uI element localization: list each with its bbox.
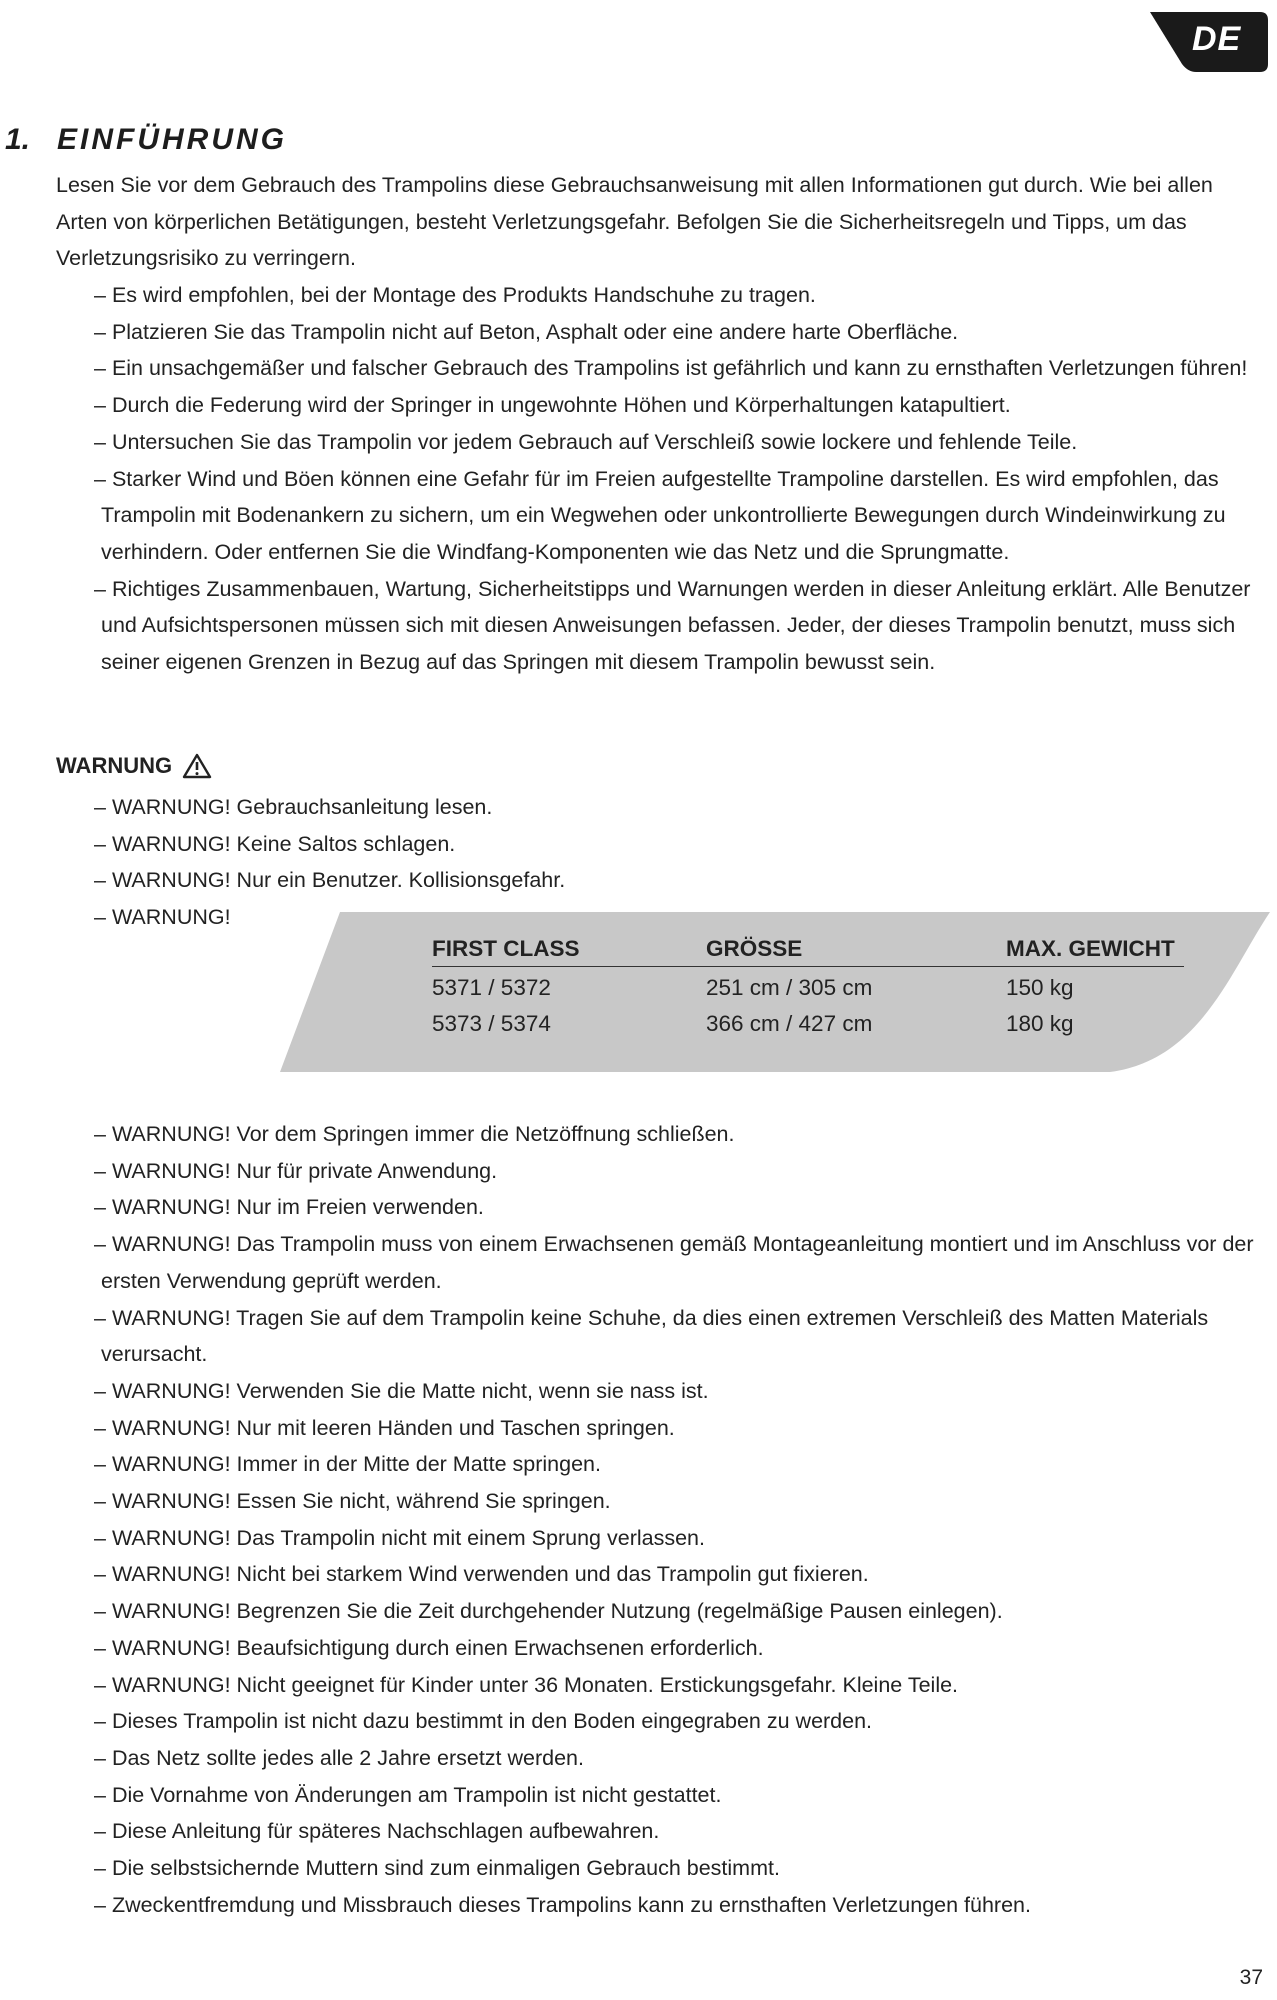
section-number: 1. xyxy=(5,123,31,156)
warning-item: – WARNUNG! Nur mit leeren Händen und Taschen springen. xyxy=(56,1410,1269,1447)
spec-table-cell: 180 kg xyxy=(1006,1011,1074,1036)
warning-item: – WARNUNG! Vor dem Springen immer die Netzöffnung schließen. xyxy=(56,1116,1269,1153)
intro-list-item: – Durch die Federung wird der Springer in ungewohnte Höhen und Körperhaltungen katapultiert. xyxy=(56,387,1269,424)
warning-item: – Zweckentfremdung und Missbrauch dieses Trampolins kann zu ernsthaften Verletzungen führen. xyxy=(56,1887,1269,1924)
warning-item: – WARNUNG! Tragen Sie auf dem Trampolin keine Schuhe, da dies einen extremen Verschleiß des Matten Materials verursacht. xyxy=(56,1300,1269,1373)
spec-table-header: FIRST CLASS xyxy=(432,936,706,967)
intro-list-item: – Ein unsachgemäßer und falscher Gebrauch des Trampolins ist gefährlich und kann zu ernsthaften Verletzungen führen! xyxy=(56,350,1269,387)
intro-list-item: – Richtiges Zusammenbauen, Wartung, Sicherheitstipps und Warnungen werden in dieser Anleitung erklärt. Alle Benutzer und Aufsichtspersonen müssen sich mit diesen Anweisungen befassen. Jeder, der dieses Trampolin benutzt, muss sich seiner eigenen Grenzen in Bezug auf das Springen mit diesem Trampolin bewusst sein. xyxy=(56,571,1269,681)
intro-paragraph: Lesen Sie vor dem Gebrauch des Trampolins diese Gebrauchsanweisung mit allen Informationen gut durch. Wie bei allen Arten von körperlichen Betätigungen, besteht Verletzungsgefahr. Befolgen Sie die Sicherheitsregeln und Tipps, um das Verletzungsrisiko zu verringern. xyxy=(56,173,1213,271)
warning-triangle-icon xyxy=(182,753,212,779)
intro-list-item: – Platzieren Sie das Trampolin nicht auf Beton, Asphalt oder eine andere harte Oberfläche. xyxy=(56,314,1269,351)
warning-item: – WARNUNG! Gebrauchsanleitung lesen. xyxy=(56,789,1269,826)
warning-item: – WARNUNG! Nur im Freien verwenden. xyxy=(56,1189,1269,1226)
spec-table-cell: 366 cm / 427 cm xyxy=(706,1011,873,1036)
intro-list xyxy=(56,277,1269,681)
section-title: EINFÜHRUNG xyxy=(57,123,287,156)
warning-item: – WARNUNG! Essen Sie nicht, während Sie springen. xyxy=(56,1483,1269,1520)
spec-table-cell: 5373 / 5374 xyxy=(432,1011,551,1036)
warning-item: – WARNUNG! Verwenden Sie die Matte nicht, wenn sie nass ist. xyxy=(56,1373,1269,1410)
language-label: DE xyxy=(1192,20,1242,58)
warning-item: – Die Vornahme von Änderungen am Trampolin ist nicht gestattet. xyxy=(56,1777,1269,1814)
warning-item: – Dieses Trampolin ist nicht dazu bestimmt in den Boden eingegraben zu werden. xyxy=(56,1703,1269,1740)
warning-item: – WARNUNG! Das Trampolin muss von einem Erwachsenen gemäß Montageanleitung montiert und im Anschluss vor der ersten Verwendung geprüft werden. xyxy=(56,1226,1269,1299)
page-number: 37 xyxy=(1239,1966,1263,1989)
warning-list-bottom xyxy=(56,1116,1269,1923)
warning-item: – WARNUNG! Begrenzen Sie die Zeit durchgehender Nutzung (regelmäßige Pausen einlegen). xyxy=(56,1593,1269,1630)
language-tab xyxy=(1150,12,1268,72)
warning-item: – WARNUNG! Nur ein Benutzer. Kollisionsgefahr. xyxy=(56,862,1269,899)
intro-list-item: – Starker Wind und Böen können eine Gefahr für im Freien aufgestellte Trampoline darstellen. Es wird empfohlen, das Trampolin mit Bodenankern zu sichern, um ein Wegwehen oder unkontrollierte Bewegungen durch Windeinwirkung zu verhindern. Oder entfernen Sie die Windfang-Komponenten wie das Netz und die Sprungmatte. xyxy=(56,461,1269,571)
warning-heading-text: WARNUNG xyxy=(56,753,173,778)
warning-item: – WARNUNG! Das Trampolin nicht mit einem Sprung verlassen. xyxy=(56,1520,1269,1557)
warning-item: – WARNUNG! Nicht geeignet für Kinder unter 36 Monaten. Erstickungsgefahr. Kleine Teile. xyxy=(56,1667,1269,1704)
spec-table-cell: 150 kg xyxy=(1006,975,1074,1000)
warning-item: – WARNUNG! Nur für private Anwendung. xyxy=(56,1153,1269,1190)
spec-grid xyxy=(432,936,1184,1039)
warning-item: – WARNUNG! xyxy=(56,899,1269,936)
spec-table-header: GRÖSSE xyxy=(706,936,1006,967)
warning-heading xyxy=(56,753,212,779)
intro-list-item: – Es wird empfohlen, bei der Montage des Produkts Handschuhe zu tragen. xyxy=(56,277,1269,314)
warning-item: – WARNUNG! Keine Saltos schlagen. xyxy=(56,826,1269,863)
warning-item: – WARNUNG! Beaufsichtigung durch einen Erwachsenen erforderlich. xyxy=(56,1630,1269,1667)
spec-table xyxy=(280,912,1270,1072)
section-heading xyxy=(5,123,287,157)
warning-item: – Diese Anleitung für späteres Nachschlagen aufbewahren. xyxy=(56,1813,1269,1850)
warning-item: – Die selbstsichernde Muttern sind zum einmaligen Gebrauch bestimmt. xyxy=(56,1850,1269,1887)
spec-table-cell: 251 cm / 305 cm xyxy=(706,975,873,1000)
warning-item: – WARNUNG! Nicht bei starkem Wind verwenden und das Trampolin gut fixieren. xyxy=(56,1556,1269,1593)
spec-table-cell: 5371 / 5372 xyxy=(432,975,551,1000)
intro-list-item: – Untersuchen Sie das Trampolin vor jedem Gebrauch auf Verschleiß sowie lockere und fehlende Teile. xyxy=(56,424,1269,461)
warning-item: – Das Netz sollte jedes alle 2 Jahre ersetzt werden. xyxy=(56,1740,1269,1777)
warning-item: – WARNUNG! Immer in der Mitte der Matte springen. xyxy=(56,1446,1269,1483)
spec-table-header: MAX. GEWICHT xyxy=(1006,936,1184,967)
